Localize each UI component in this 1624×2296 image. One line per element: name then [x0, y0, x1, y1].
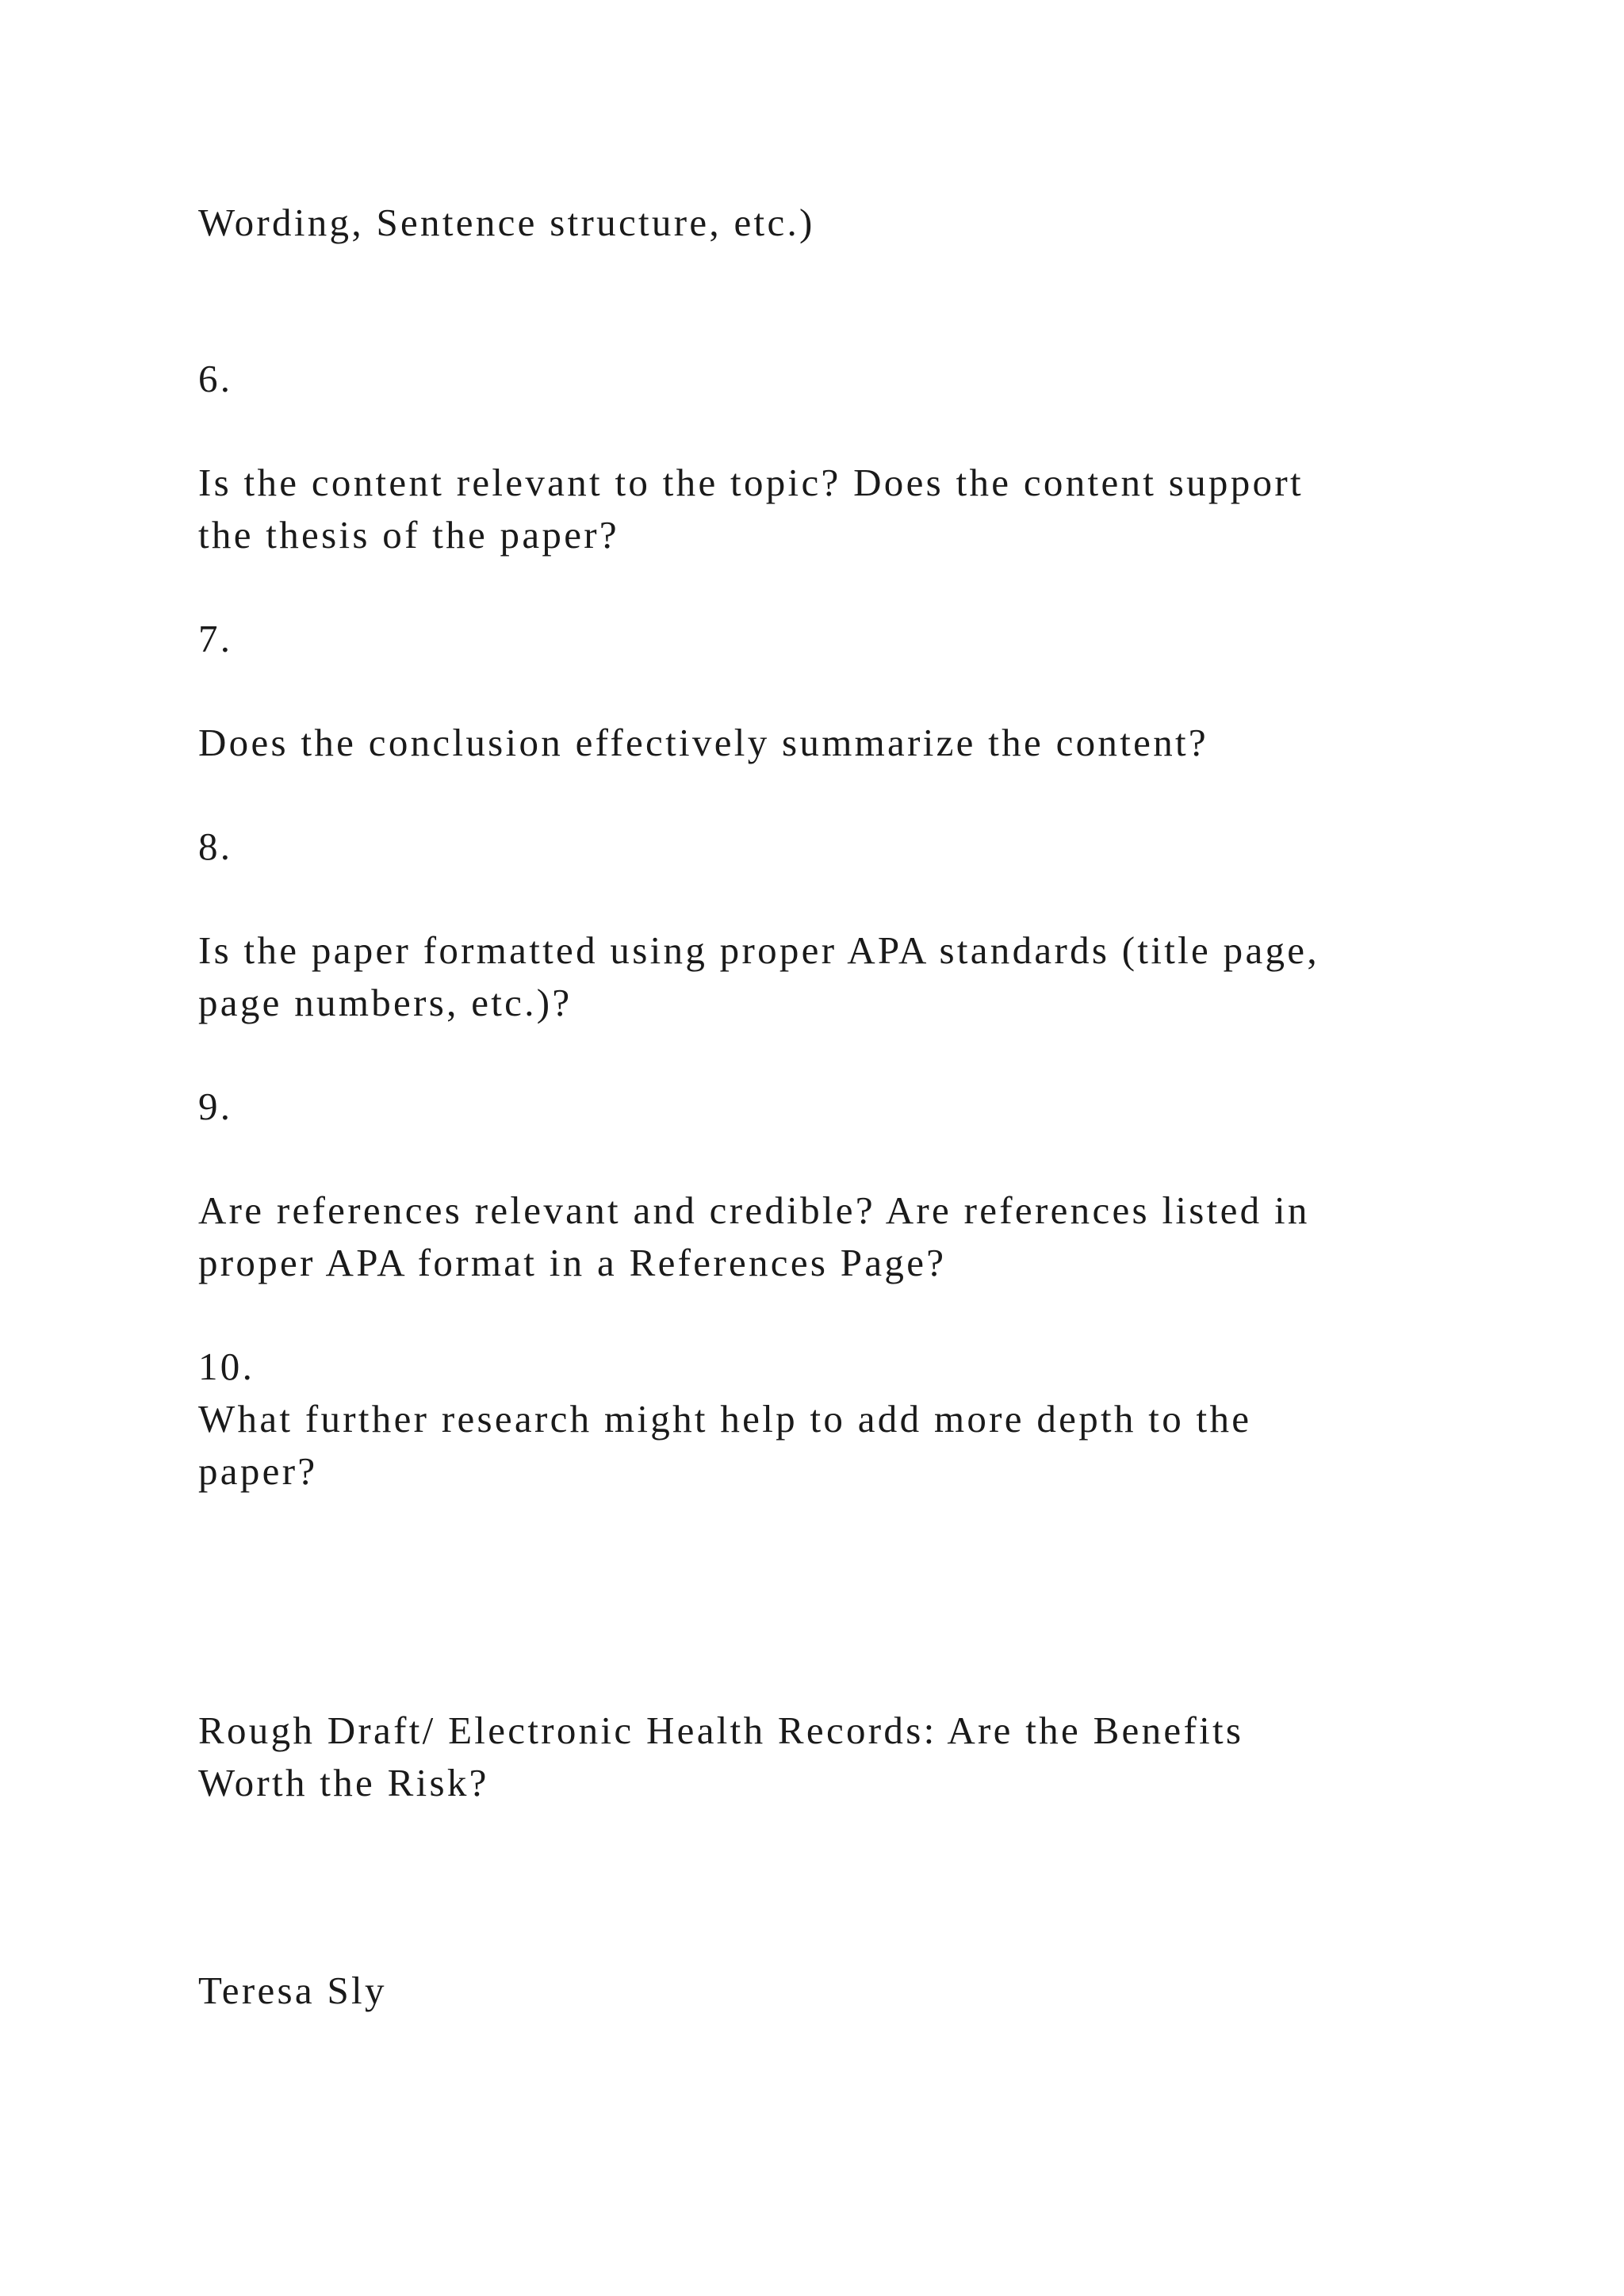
question-number-10: 10.	[198, 1345, 255, 1388]
question-6-text-cont: the thesis of the paper?	[198, 513, 619, 557]
question-10-text-cont: paper?	[198, 1449, 318, 1493]
question-8-text: Is the paper formatted using proper APA standards (title page,	[198, 928, 1320, 972]
question-9-text-cont: proper APA format in a References Page?	[198, 1241, 947, 1284]
question-number-7: 7.	[198, 617, 233, 660]
question-10-text: What further research might help to add more depth to the	[198, 1397, 1252, 1441]
question-8-text-cont: page numbers, etc.)?	[198, 981, 573, 1024]
question-9-text: Are references relevant and credible? Are references listed in	[198, 1188, 1310, 1232]
author-name: Teresa Sly	[198, 1969, 387, 2012]
question-number-9: 9.	[198, 1085, 233, 1128]
question-number-8: 8.	[198, 825, 233, 868]
text-line: Wording, Sentence structure, etc.)	[198, 201, 815, 244]
paper-title: Rough Draft/ Electronic Health Records: Are the Benefits	[198, 1709, 1244, 1752]
paper-title-cont: Worth the Risk?	[198, 1761, 489, 1804]
question-number-6: 6.	[198, 357, 233, 400]
question-7-text: Does the conclusion effectively summarize the content?	[198, 721, 1208, 764]
question-6-text: Is the content relevant to the topic? Does the content support	[198, 461, 1304, 504]
